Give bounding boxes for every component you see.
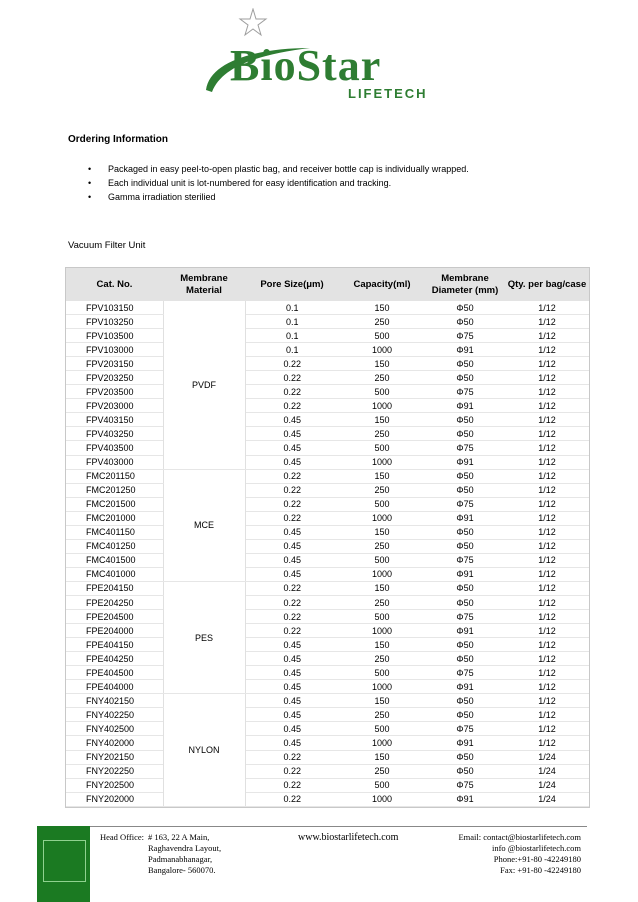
brand-name: BioStar bbox=[230, 41, 382, 90]
cell-capacity: 500 bbox=[339, 666, 425, 680]
cell-capacity: 250 bbox=[339, 764, 425, 778]
cell-diameter: Φ75 bbox=[425, 497, 505, 511]
table-row bbox=[66, 708, 589, 722]
cell-qty: 1/24 bbox=[505, 792, 589, 806]
table-row bbox=[66, 581, 589, 595]
table-row bbox=[66, 371, 589, 385]
cell-diameter: Φ50 bbox=[425, 539, 505, 553]
cell-diameter: Φ50 bbox=[425, 469, 505, 483]
cell-cat-no: FPV403500 bbox=[66, 441, 163, 455]
cell-cat-no: FPV403000 bbox=[66, 455, 163, 469]
cell-pore-size: 0.22 bbox=[245, 483, 339, 497]
table-row bbox=[66, 764, 589, 778]
cell-pore-size: 0.22 bbox=[245, 357, 339, 371]
cell-qty: 1/12 bbox=[505, 399, 589, 413]
table-row bbox=[66, 694, 589, 708]
cell-diameter: Φ91 bbox=[425, 399, 505, 413]
cell-qty: 1/12 bbox=[505, 553, 589, 567]
cell-capacity: 150 bbox=[339, 469, 425, 483]
cell-diameter: Φ91 bbox=[425, 792, 505, 806]
table-row bbox=[66, 399, 589, 413]
cell-pore-size: 0.45 bbox=[245, 567, 339, 581]
cell-cat-no: FPV203500 bbox=[66, 385, 163, 399]
cell-capacity: 250 bbox=[339, 708, 425, 722]
table-row bbox=[66, 539, 589, 553]
cell-qty: 1/12 bbox=[505, 694, 589, 708]
cell-pore-size: 0.22 bbox=[245, 610, 339, 624]
table-row bbox=[66, 497, 589, 511]
cell-pore-size: 0.45 bbox=[245, 722, 339, 736]
cell-qty: 1/12 bbox=[505, 427, 589, 441]
cell-pore-size: 0.45 bbox=[245, 694, 339, 708]
cell-diameter: Φ50 bbox=[425, 413, 505, 427]
cell-cat-no: FMC201500 bbox=[66, 497, 163, 511]
cell-pore-size: 0.22 bbox=[245, 778, 339, 792]
cell-cat-no: FMC201250 bbox=[66, 483, 163, 497]
cell-capacity: 500 bbox=[339, 385, 425, 399]
cell-qty: 1/12 bbox=[505, 385, 589, 399]
cell-cat-no: FPV103250 bbox=[66, 315, 163, 329]
cell-cat-no: FMC201000 bbox=[66, 511, 163, 525]
footer-email-info[interactable]: info @biostarlifetech.com bbox=[491, 843, 581, 853]
bullet-item: • Gamma irradiation sterilied bbox=[88, 192, 216, 202]
cell-diameter: Φ50 bbox=[425, 638, 505, 652]
cell-qty: 1/12 bbox=[505, 483, 589, 497]
cell-diameter: Φ50 bbox=[425, 764, 505, 778]
cell-qty: 1/12 bbox=[505, 469, 589, 483]
table-row bbox=[66, 441, 589, 455]
cell-pore-size: 0.22 bbox=[245, 750, 339, 764]
cell-qty: 1/12 bbox=[505, 736, 589, 750]
table-row bbox=[66, 525, 589, 539]
cell-diameter: Φ91 bbox=[425, 624, 505, 638]
table-row bbox=[66, 624, 589, 638]
cell-cat-no: FNY402250 bbox=[66, 708, 163, 722]
cell-pore-size: 0.45 bbox=[245, 427, 339, 441]
cell-cat-no: FNY202500 bbox=[66, 778, 163, 792]
cell-cat-no: FNY402150 bbox=[66, 694, 163, 708]
table-row bbox=[66, 638, 589, 652]
table-row bbox=[66, 315, 589, 329]
cell-cat-no: FNY402000 bbox=[66, 736, 163, 750]
cell-diameter: Φ50 bbox=[425, 427, 505, 441]
cell-capacity: 250 bbox=[339, 315, 425, 329]
table-body bbox=[66, 301, 589, 806]
cell-material: MCE bbox=[163, 469, 245, 581]
cell-material: PES bbox=[163, 581, 245, 693]
cell-diameter: Φ91 bbox=[425, 343, 505, 357]
cell-diameter: Φ50 bbox=[425, 371, 505, 385]
cell-cat-no: FMC401250 bbox=[66, 539, 163, 553]
table-row bbox=[66, 385, 589, 399]
table-row bbox=[66, 736, 589, 750]
cell-diameter: Φ50 bbox=[425, 357, 505, 371]
table-row bbox=[66, 567, 589, 581]
cell-diameter: Φ50 bbox=[425, 694, 505, 708]
cell-pore-size: 0.1 bbox=[245, 343, 339, 357]
cell-diameter: Φ50 bbox=[425, 525, 505, 539]
product-table bbox=[66, 268, 589, 807]
cell-capacity: 250 bbox=[339, 595, 425, 609]
cell-pore-size: 0.45 bbox=[245, 553, 339, 567]
cell-capacity: 500 bbox=[339, 553, 425, 567]
cell-cat-no: FNY202250 bbox=[66, 764, 163, 778]
cell-qty: 1/24 bbox=[505, 764, 589, 778]
cell-qty: 1/12 bbox=[505, 722, 589, 736]
cell-diameter: Φ50 bbox=[425, 581, 505, 595]
cell-qty: 1/12 bbox=[505, 357, 589, 371]
table-row bbox=[66, 469, 589, 483]
table-row bbox=[66, 722, 589, 736]
table-row bbox=[66, 427, 589, 441]
cell-pore-size: 0.22 bbox=[245, 469, 339, 483]
cell-cat-no: FPV203250 bbox=[66, 371, 163, 385]
table-row bbox=[66, 301, 589, 315]
cell-pore-size: 0.45 bbox=[245, 652, 339, 666]
header-cat-no: Cat. No. bbox=[66, 268, 163, 301]
footer-email[interactable]: Email: contact@biostarlifetech.com bbox=[458, 832, 581, 842]
cell-pore-size: 0.45 bbox=[245, 736, 339, 750]
cell-qty: 1/12 bbox=[505, 539, 589, 553]
cell-capacity: 150 bbox=[339, 413, 425, 427]
cell-qty: 1/12 bbox=[505, 595, 589, 609]
bullet-item: • Packaged in easy peel-to-open plastic bag, and receiver bottle cap is individually wrapped. bbox=[88, 164, 469, 174]
cell-qty: 1/12 bbox=[505, 666, 589, 680]
cell-diameter: Φ91 bbox=[425, 567, 505, 581]
cell-capacity: 150 bbox=[339, 581, 425, 595]
cell-qty: 1/12 bbox=[505, 441, 589, 455]
bullet-icon: • bbox=[88, 164, 92, 174]
cell-pore-size: 0.22 bbox=[245, 595, 339, 609]
table-row bbox=[66, 652, 589, 666]
cell-qty: 1/12 bbox=[505, 343, 589, 357]
cell-pore-size: 0.45 bbox=[245, 666, 339, 680]
cell-qty: 1/12 bbox=[505, 525, 589, 539]
table-row bbox=[66, 792, 589, 806]
cell-qty: 1/24 bbox=[505, 750, 589, 764]
cell-pore-size: 0.45 bbox=[245, 525, 339, 539]
cell-diameter: Φ91 bbox=[425, 511, 505, 525]
star-icon bbox=[238, 8, 268, 38]
cell-cat-no: FNY402500 bbox=[66, 722, 163, 736]
footer-address: # 163, 22 A Main, Raghavendra Layout, Padmanabhanagar, Bangalore- 560070. bbox=[148, 832, 222, 875]
footer-box-inner bbox=[43, 840, 86, 882]
header-diameter: Membrane Diameter (mm) bbox=[425, 268, 505, 301]
section-title: Vacuum Filter Unit bbox=[68, 240, 146, 251]
cell-qty: 1/12 bbox=[505, 511, 589, 525]
cell-pore-size: 0.1 bbox=[245, 315, 339, 329]
cell-capacity: 250 bbox=[339, 483, 425, 497]
cell-pore-size: 0.22 bbox=[245, 764, 339, 778]
cell-cat-no: FMC201150 bbox=[66, 469, 163, 483]
cell-capacity: 500 bbox=[339, 778, 425, 792]
cell-cat-no: FPV203000 bbox=[66, 399, 163, 413]
cell-capacity: 1000 bbox=[339, 736, 425, 750]
cell-capacity: 1000 bbox=[339, 680, 425, 694]
cell-cat-no: FPV103500 bbox=[66, 329, 163, 343]
cell-diameter: Φ75 bbox=[425, 441, 505, 455]
product-table-container bbox=[65, 267, 590, 808]
bullet-item: • Each individual unit is lot-numbered for easy identification and tracking. bbox=[88, 178, 392, 188]
cell-diameter: Φ91 bbox=[425, 680, 505, 694]
cell-diameter: Φ50 bbox=[425, 483, 505, 497]
cell-capacity: 250 bbox=[339, 652, 425, 666]
cell-diameter: Φ75 bbox=[425, 722, 505, 736]
cell-pore-size: 0.22 bbox=[245, 399, 339, 413]
cell-pore-size: 0.22 bbox=[245, 624, 339, 638]
cell-capacity: 1000 bbox=[339, 399, 425, 413]
ordering-heading: Ordering Information bbox=[68, 134, 168, 145]
cell-diameter: Φ50 bbox=[425, 750, 505, 764]
cell-pore-size: 0.1 bbox=[245, 301, 339, 315]
cell-capacity: 500 bbox=[339, 329, 425, 343]
cell-qty: 1/24 bbox=[505, 778, 589, 792]
cell-capacity: 1000 bbox=[339, 567, 425, 581]
footer-website-link[interactable]: www.biostarlifetech.com bbox=[298, 832, 399, 843]
cell-cat-no: FPE204000 bbox=[66, 624, 163, 638]
cell-pore-size: 0.22 bbox=[245, 511, 339, 525]
cell-capacity: 250 bbox=[339, 539, 425, 553]
cell-pore-size: 0.45 bbox=[245, 638, 339, 652]
cell-pore-size: 0.45 bbox=[245, 708, 339, 722]
table-row bbox=[66, 778, 589, 792]
cell-cat-no: FPV203150 bbox=[66, 357, 163, 371]
cell-material: PVDF bbox=[163, 301, 245, 469]
cell-cat-no: FMC401500 bbox=[66, 553, 163, 567]
table-row bbox=[66, 455, 589, 469]
cell-diameter: Φ75 bbox=[425, 385, 505, 399]
table-header-row bbox=[66, 268, 589, 301]
cell-qty: 1/12 bbox=[505, 371, 589, 385]
cell-cat-no: FPE204150 bbox=[66, 581, 163, 595]
ordering-bullets bbox=[88, 162, 469, 204]
cell-capacity: 1000 bbox=[339, 343, 425, 357]
cell-pore-size: 0.1 bbox=[245, 329, 339, 343]
table-row bbox=[66, 595, 589, 609]
cell-capacity: 500 bbox=[339, 441, 425, 455]
table-row bbox=[66, 357, 589, 371]
cell-qty: 1/12 bbox=[505, 581, 589, 595]
brand-logo bbox=[200, 8, 440, 103]
cell-capacity: 150 bbox=[339, 750, 425, 764]
cell-qty: 1/12 bbox=[505, 315, 589, 329]
cell-pore-size: 0.45 bbox=[245, 680, 339, 694]
cell-capacity: 1000 bbox=[339, 511, 425, 525]
cell-qty: 1/12 bbox=[505, 708, 589, 722]
cell-capacity: 1000 bbox=[339, 792, 425, 806]
bullet-icon: • bbox=[88, 192, 92, 202]
cell-diameter: Φ75 bbox=[425, 610, 505, 624]
footer-logo-box bbox=[37, 826, 90, 902]
table-row bbox=[66, 329, 589, 343]
cell-qty: 1/12 bbox=[505, 497, 589, 511]
cell-qty: 1/12 bbox=[505, 610, 589, 624]
cell-diameter: Φ91 bbox=[425, 455, 505, 469]
header-material: Membrane Material bbox=[163, 268, 245, 301]
cell-capacity: 1000 bbox=[339, 624, 425, 638]
cell-pore-size: 0.22 bbox=[245, 581, 339, 595]
cell-pore-size: 0.45 bbox=[245, 539, 339, 553]
footer-divider bbox=[37, 826, 587, 827]
cell-diameter: Φ75 bbox=[425, 778, 505, 792]
cell-diameter: Φ50 bbox=[425, 595, 505, 609]
table-row bbox=[66, 666, 589, 680]
cell-cat-no: FPE404250 bbox=[66, 652, 163, 666]
cell-cat-no: FPV103150 bbox=[66, 301, 163, 315]
cell-capacity: 250 bbox=[339, 427, 425, 441]
cell-pore-size: 0.22 bbox=[245, 497, 339, 511]
cell-qty: 1/12 bbox=[505, 455, 589, 469]
cell-cat-no: FPE404000 bbox=[66, 680, 163, 694]
table-row bbox=[66, 511, 589, 525]
cell-diameter: Φ75 bbox=[425, 553, 505, 567]
cell-cat-no: FPE404150 bbox=[66, 638, 163, 652]
cell-qty: 1/12 bbox=[505, 624, 589, 638]
cell-cat-no: FPV103000 bbox=[66, 343, 163, 357]
cell-pore-size: 0.22 bbox=[245, 792, 339, 806]
table-row bbox=[66, 553, 589, 567]
cell-diameter: Φ91 bbox=[425, 736, 505, 750]
cell-capacity: 250 bbox=[339, 371, 425, 385]
cell-pore-size: 0.45 bbox=[245, 441, 339, 455]
cell-qty: 1/12 bbox=[505, 301, 589, 315]
header-qty: Qty. per bag/case bbox=[505, 268, 589, 301]
cell-capacity: 150 bbox=[339, 525, 425, 539]
table-row bbox=[66, 610, 589, 624]
table-row bbox=[66, 750, 589, 764]
cell-diameter: Φ75 bbox=[425, 666, 505, 680]
footer-phone: Phone:+91-80 -42249180 bbox=[493, 854, 581, 864]
table-row bbox=[66, 343, 589, 357]
cell-capacity: 500 bbox=[339, 722, 425, 736]
footer-office-label: Head Office: bbox=[100, 832, 144, 842]
cell-cat-no: FPV403150 bbox=[66, 413, 163, 427]
cell-diameter: Φ75 bbox=[425, 329, 505, 343]
cell-qty: 1/12 bbox=[505, 638, 589, 652]
cell-capacity: 150 bbox=[339, 638, 425, 652]
cell-capacity: 150 bbox=[339, 357, 425, 371]
cell-qty: 1/12 bbox=[505, 680, 589, 694]
cell-qty: 1/12 bbox=[505, 329, 589, 343]
cell-material: NYLON bbox=[163, 694, 245, 806]
cell-capacity: 150 bbox=[339, 301, 425, 315]
cell-cat-no: FNY202000 bbox=[66, 792, 163, 806]
table-row bbox=[66, 413, 589, 427]
table-row bbox=[66, 483, 589, 497]
cell-pore-size: 0.22 bbox=[245, 371, 339, 385]
brand-sub: LIFETECH bbox=[348, 86, 428, 101]
cell-diameter: Φ50 bbox=[425, 708, 505, 722]
cell-cat-no: FPE204500 bbox=[66, 610, 163, 624]
cell-cat-no: FMC401150 bbox=[66, 525, 163, 539]
cell-cat-no: FNY202150 bbox=[66, 750, 163, 764]
cell-cat-no: FPE204250 bbox=[66, 595, 163, 609]
cell-capacity: 1000 bbox=[339, 455, 425, 469]
cell-diameter: Φ50 bbox=[425, 301, 505, 315]
footer-fax: Fax: +91-80 -42249180 bbox=[500, 865, 581, 875]
cell-cat-no: FPV403250 bbox=[66, 427, 163, 441]
bullet-icon: • bbox=[88, 178, 92, 188]
cell-diameter: Φ50 bbox=[425, 652, 505, 666]
header-capacity: Capacity(ml) bbox=[339, 268, 425, 301]
footer-contact bbox=[455, 832, 581, 876]
cell-capacity: 500 bbox=[339, 610, 425, 624]
cell-pore-size: 0.45 bbox=[245, 413, 339, 427]
cell-capacity: 150 bbox=[339, 694, 425, 708]
cell-qty: 1/12 bbox=[505, 652, 589, 666]
cell-capacity: 500 bbox=[339, 497, 425, 511]
cell-cat-no: FMC401000 bbox=[66, 567, 163, 581]
table-row bbox=[66, 680, 589, 694]
cell-pore-size: 0.22 bbox=[245, 385, 339, 399]
cell-qty: 1/12 bbox=[505, 567, 589, 581]
cell-pore-size: 0.45 bbox=[245, 455, 339, 469]
cell-diameter: Φ50 bbox=[425, 315, 505, 329]
header-pore-size: Pore Size(μm) bbox=[245, 268, 339, 301]
cell-qty: 1/12 bbox=[505, 413, 589, 427]
cell-cat-no: FPE404500 bbox=[66, 666, 163, 680]
